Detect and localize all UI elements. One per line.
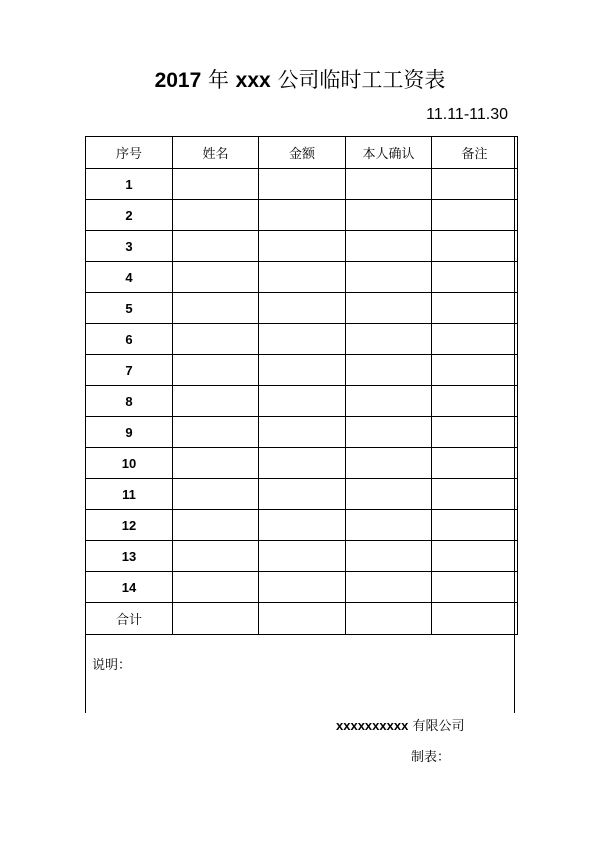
company-name-suffix: 有限公司 [412, 719, 465, 734]
row-amount-cell[interactable] [259, 231, 346, 262]
row-confirm-cell[interactable] [346, 262, 432, 293]
title-rest: 公司临时工工资表 [277, 68, 446, 92]
row-amount-cell[interactable] [259, 541, 346, 572]
row-remarks-cell[interactable] [432, 324, 518, 355]
row-confirm-cell[interactable] [346, 293, 432, 324]
row-remarks-cell[interactable] [432, 541, 518, 572]
table-row [86, 293, 518, 324]
row-name-cell[interactable] [173, 169, 259, 200]
maker-label: 制表： [411, 750, 451, 765]
row-remarks-cell[interactable] [432, 262, 518, 293]
total-amount-cell[interactable] [259, 603, 346, 635]
row-amount-cell[interactable] [259, 324, 346, 355]
total-confirm-cell[interactable] [346, 603, 432, 635]
row-amount-cell[interactable] [259, 355, 346, 386]
row-confirm-cell[interactable] [346, 572, 432, 603]
row-name-cell[interactable] [173, 231, 259, 262]
row-confirm-cell[interactable] [346, 479, 432, 510]
row-seq: 5 [86, 293, 173, 324]
row-amount-cell[interactable] [259, 448, 346, 479]
header-seq: 序号 [86, 137, 173, 169]
row-amount-cell[interactable] [259, 510, 346, 541]
row-name-cell[interactable] [173, 448, 259, 479]
document-title [0, 66, 600, 95]
row-remarks-cell[interactable] [432, 231, 518, 262]
row-confirm-cell[interactable] [346, 169, 432, 200]
row-name-cell[interactable] [173, 479, 259, 510]
table-row [86, 386, 518, 417]
row-seq: 3 [86, 231, 173, 262]
row-seq: 1 [86, 169, 173, 200]
row-name-cell[interactable] [173, 386, 259, 417]
row-amount-cell[interactable] [259, 262, 346, 293]
row-remarks-cell[interactable] [432, 417, 518, 448]
row-remarks-cell[interactable] [432, 479, 518, 510]
row-confirm-cell[interactable] [346, 541, 432, 572]
row-remarks-cell[interactable] [432, 448, 518, 479]
row-name-cell[interactable] [173, 324, 259, 355]
table-row [86, 541, 518, 572]
table-row [86, 510, 518, 541]
total-name-cell[interactable] [173, 603, 259, 635]
total-remarks-cell[interactable] [432, 603, 518, 635]
row-name-cell[interactable] [173, 510, 259, 541]
row-amount-cell[interactable] [259, 417, 346, 448]
row-name-cell[interactable] [173, 572, 259, 603]
row-name-cell[interactable] [173, 541, 259, 572]
row-amount-cell[interactable] [259, 572, 346, 603]
company-name [336, 717, 464, 736]
row-seq: 4 [86, 262, 173, 293]
row-confirm-cell[interactable] [346, 324, 432, 355]
note-label: 说明： [92, 658, 132, 673]
row-seq: 7 [86, 355, 173, 386]
row-remarks-cell[interactable] [432, 169, 518, 200]
header-confirm: 本人确认 [346, 137, 432, 169]
header-row [86, 137, 518, 169]
wage-sheet [85, 136, 515, 713]
row-confirm-cell[interactable] [346, 231, 432, 262]
table-row [86, 200, 518, 231]
row-seq: 12 [86, 510, 173, 541]
table-row [86, 417, 518, 448]
row-remarks-cell[interactable] [432, 510, 518, 541]
row-remarks-cell[interactable] [432, 293, 518, 324]
row-name-cell[interactable] [173, 293, 259, 324]
row-confirm-cell[interactable] [346, 386, 432, 417]
table-row [86, 448, 518, 479]
row-remarks-cell[interactable] [432, 355, 518, 386]
row-amount-cell[interactable] [259, 386, 346, 417]
row-amount-cell[interactable] [259, 479, 346, 510]
row-confirm-cell[interactable] [346, 448, 432, 479]
date-range: 11.11-11.30 [426, 106, 508, 123]
row-amount-cell[interactable] [259, 169, 346, 200]
title-year: 2017 [154, 69, 202, 92]
table-row [86, 479, 518, 510]
table-row [86, 231, 518, 262]
total-label: 合计 [86, 603, 173, 635]
row-seq: 13 [86, 541, 173, 572]
wage-table [85, 136, 518, 635]
header-name: 姓名 [173, 137, 259, 169]
table-row [86, 262, 518, 293]
row-amount-cell[interactable] [259, 200, 346, 231]
row-name-cell[interactable] [173, 417, 259, 448]
header-remarks: 备注 [432, 137, 518, 169]
table-row [86, 324, 518, 355]
table-row [86, 355, 518, 386]
row-confirm-cell[interactable] [346, 417, 432, 448]
row-remarks-cell[interactable] [432, 572, 518, 603]
row-seq: 8 [86, 386, 173, 417]
row-seq: 9 [86, 417, 173, 448]
header-amount: 金额 [259, 137, 346, 169]
row-seq: 6 [86, 324, 173, 355]
row-seq: 14 [86, 572, 173, 603]
row-name-cell[interactable] [173, 355, 259, 386]
row-remarks-cell[interactable] [432, 386, 518, 417]
row-name-cell[interactable] [173, 200, 259, 231]
company-name-code: xxxxxxxxxx [336, 718, 409, 733]
row-seq: 2 [86, 200, 173, 231]
row-name-cell[interactable] [173, 262, 259, 293]
row-confirm-cell[interactable] [346, 510, 432, 541]
row-seq: 10 [86, 448, 173, 479]
row-confirm-cell[interactable] [346, 355, 432, 386]
row-remarks-cell[interactable] [432, 200, 518, 231]
table-row [86, 169, 518, 200]
total-row [86, 603, 518, 635]
table-body [86, 169, 518, 635]
row-confirm-cell[interactable] [346, 200, 432, 231]
title-year-char: 年 [207, 68, 229, 92]
row-seq: 11 [86, 479, 173, 510]
row-amount-cell[interactable] [259, 293, 346, 324]
table-row [86, 572, 518, 603]
title-company: xxx [235, 69, 271, 92]
